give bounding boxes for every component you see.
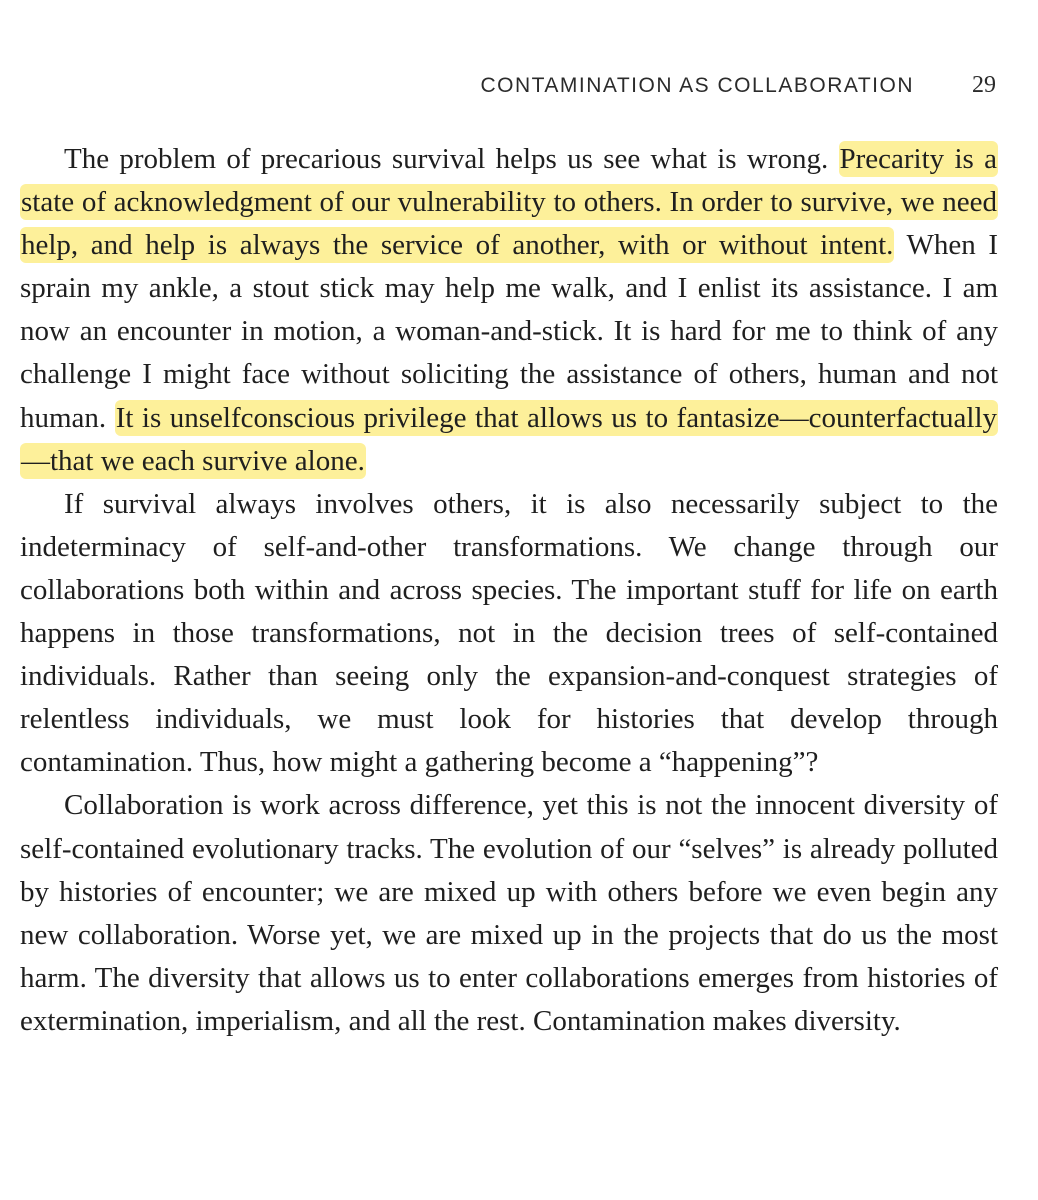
paragraph-3: Collaboration is work across difference, yet this is not the innocent diversity of self-contained evolutionary tracks. The evolution of our “selves” is already polluted by histories of encounter; we are mixed up with others before we even begin any new collaboration. Worse yet, we are mixed up in the projects that do us the most harm. The diversity that allows us to enter collaborations emerges from histories of extermination, imperialism, and all the rest. Contamination makes diversity. — [20, 789, 998, 1037]
paragraph-1-middle: When I sprain my ankle, a stout stick may help me walk, and I enlist its assistance. I am now an encounter in motion, a woman-and-stick. It is hard for me to think of any challenge I might face without soliciting the assistance of others, human and not human. — [20, 229, 998, 434]
page-number: 29 — [972, 72, 996, 98]
running-head — [480, 72, 996, 99]
paragraph-1 — [20, 138, 998, 483]
body-text — [20, 138, 998, 1043]
highlight-2[interactable]: It is unselfconscious privilege that allows us to fantasize—counterfactually—that we each survive alone. — [21, 401, 998, 477]
running-title: CONTAMINATION AS COLLABORATION — [480, 74, 914, 97]
paragraph-2: If survival always involves others, it is also necessarily subject to the indeterminacy of self-and-other transformations. We change through our collaborations both within and across species. The important stuff for life on earth happens in those transformations, not in the decision trees of self-contained individuals. Rather than seeing only the expansion-and-conquest strategies of relentless individuals, we must look for histories that develop through contamination. Thus, how might a gathering become a “happening”? — [20, 487, 998, 779]
paragraph-1-lead: The problem of precarious survival helps us see what is wrong. — [64, 143, 839, 175]
highlight-1[interactable]: Precarity is a state of acknowledgment of our vulnerability to others. In order to survive, we need help, and help is always the service of another, with or without intent. — [21, 143, 997, 262]
